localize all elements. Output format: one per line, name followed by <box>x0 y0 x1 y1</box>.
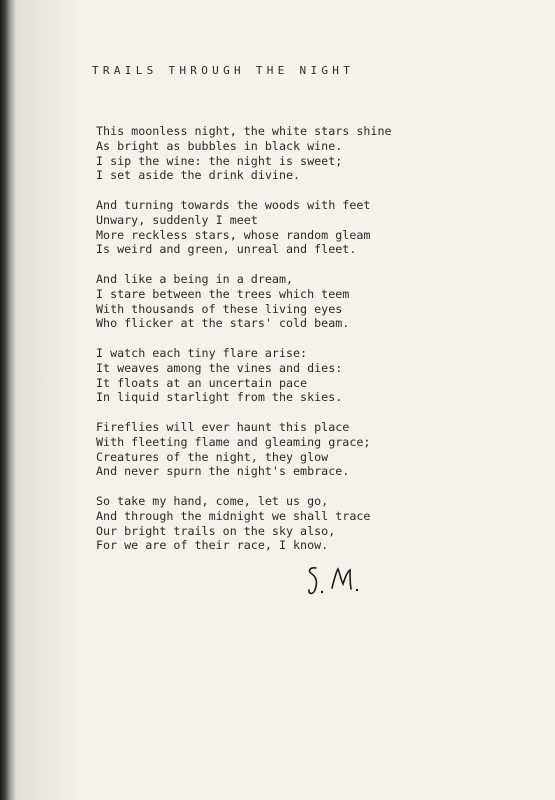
poem-body <box>96 124 516 568</box>
book-spine-shadow <box>0 0 16 800</box>
poem-line: And never spurn the night's embrace. <box>96 464 350 479</box>
poem-line: In liquid starlight from the skies. <box>96 390 343 405</box>
poem-line: It weaves among the vines and dies: <box>96 360 343 375</box>
poem-line: This moonless night, the white stars shine <box>96 124 392 138</box>
stanza-1 <box>96 124 516 183</box>
poem-line: I set aside the drink divine. <box>96 168 301 183</box>
poem-line: For we are of their race, I know. <box>96 538 329 553</box>
poem-line: I stare between the trees which teem <box>96 286 350 301</box>
poem-line: With thousands of these living eyes <box>96 301 343 316</box>
handwritten-initials <box>300 560 370 600</box>
stanza-4 <box>96 346 516 405</box>
stanza-3 <box>96 272 516 331</box>
poem-line: As bright as bubbles in black wine. <box>96 138 343 153</box>
poem-line: I sip the wine: the night is sweet; <box>96 153 343 168</box>
poem-line: And turning towards the woods with feet <box>96 197 371 212</box>
poem-line: And through the midnight we shall trace <box>96 508 371 523</box>
poem-line: Fireflies will ever haunt this place <box>96 419 350 434</box>
poem-line: It floats at an uncertain pace <box>96 375 308 390</box>
stanza-6 <box>96 494 516 553</box>
poem-line: Is weird and green, unreal and fleet. <box>96 242 357 257</box>
poem-line: And like a being in a dream, <box>96 271 294 286</box>
poem-line: Our bright trails on the sky also, <box>96 523 336 538</box>
poem-line: More reckless stars, whose random gleam <box>96 227 371 242</box>
poem-line: Creatures of the night, they glow <box>96 449 329 464</box>
stanza-5 <box>96 420 516 479</box>
poem-line: With fleeting flame and gleaming grace; <box>96 434 371 449</box>
poem-line: I watch each tiny flare arise: <box>96 345 308 360</box>
poem-line: So take my hand, come, let us go, <box>96 493 329 508</box>
poem-line: Who flicker at the stars' cold beam. <box>96 316 350 331</box>
poem-line: Unwary, suddenly I meet <box>96 212 258 227</box>
stanza-2 <box>96 198 516 257</box>
poem-title: TRAILS THROUGH THE NIGHT <box>92 64 355 77</box>
